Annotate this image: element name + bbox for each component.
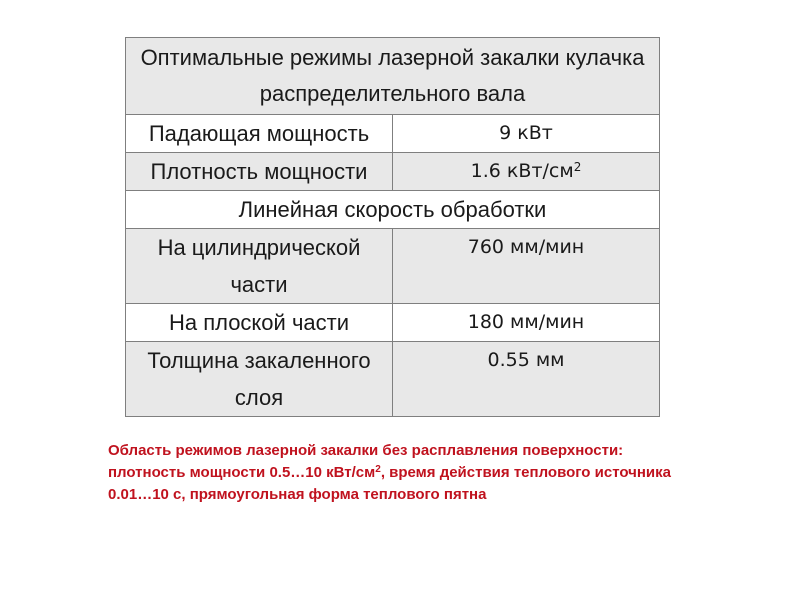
power-density-value: 1.6 кВт/см (470, 160, 574, 182)
table-row (126, 229, 660, 304)
power-density-exponent: 2 (573, 160, 582, 174)
section-linear-speed: Линейная скорость обработки (126, 191, 660, 229)
table-header-row (126, 38, 660, 115)
note-part1: Область режимов лазерной закалки без расплавления поверхности: плотность мощности 0.5…10 кВт/см (108, 442, 624, 481)
note-exponent: 2 (375, 464, 381, 475)
table-section-row (126, 191, 660, 229)
table-row (126, 115, 660, 153)
row-label-flat-part: На плоской части (126, 304, 393, 342)
row-label-hardened-layer: Толщина закаленного слоя (126, 342, 393, 417)
row-value-hardened-layer: 0.55 мм (393, 342, 660, 417)
table-row (126, 304, 660, 342)
laser-hardening-table (125, 37, 660, 417)
table-title: Оптимальные режимы лазерной закалки кулачка распределительного вала (126, 38, 660, 115)
red-note (108, 440, 698, 506)
row-label-power-density: Плотность мощности (126, 153, 393, 191)
note-part2: , время действия теплового источника 0.01…10 с, прямоугольная форма теплового пятна (108, 464, 671, 503)
row-label-incident-power: Падающая мощность (126, 115, 393, 153)
row-label-cylindrical-part: На цилиндрической части (126, 229, 393, 304)
row-value-cylindrical-part: 760 мм/мин (393, 229, 660, 304)
row-value-power-density (393, 153, 660, 191)
table-row (126, 342, 660, 417)
row-value-incident-power: 9 кВт (393, 115, 660, 153)
row-value-flat-part: 180 мм/мин (393, 304, 660, 342)
table-row (126, 153, 660, 191)
